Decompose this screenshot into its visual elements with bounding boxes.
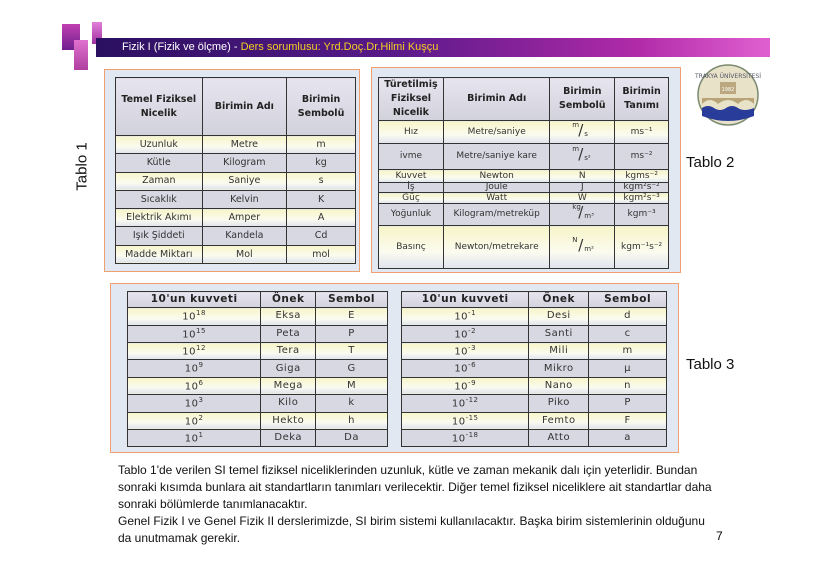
table-row bbox=[128, 360, 388, 377]
power-exponent: -6 bbox=[468, 361, 477, 370]
table-row bbox=[116, 245, 356, 263]
table-cell: Işık Şiddeti bbox=[116, 227, 203, 245]
prefix-symbol-cell: P bbox=[589, 395, 667, 412]
prefix-cell: Mili bbox=[529, 343, 589, 360]
table-row bbox=[128, 308, 388, 325]
table-cell: Kütle bbox=[116, 154, 203, 172]
table-cell: Uzunluk bbox=[116, 136, 203, 154]
power-exponent: 18 bbox=[196, 309, 206, 318]
power-exponent: -18 bbox=[465, 430, 479, 439]
table-cell: K bbox=[287, 190, 356, 208]
column-header: Birimin Adı bbox=[443, 78, 549, 121]
table-cell: Mol bbox=[202, 245, 287, 263]
unit-name-cell: Metre/saniye bbox=[443, 121, 549, 144]
table-row bbox=[402, 325, 667, 342]
label-tablo1: Tablo 1 bbox=[73, 142, 91, 191]
prefix-cell: Femto bbox=[529, 412, 589, 429]
power-cell bbox=[128, 412, 261, 429]
power-cell bbox=[402, 343, 529, 360]
unit-name-cell: Joule bbox=[443, 183, 549, 193]
power-exponent: 6 bbox=[198, 378, 204, 387]
prefix-cell: Piko bbox=[529, 395, 589, 412]
table-row bbox=[128, 429, 388, 446]
logo-year: 1982 bbox=[721, 87, 735, 93]
table-row bbox=[402, 377, 667, 394]
prefix-symbol-cell: µ bbox=[589, 360, 667, 377]
unit-symbol-cell: N bbox=[550, 170, 615, 183]
table-row bbox=[402, 395, 667, 412]
power-exponent: 2 bbox=[198, 413, 204, 422]
column-header: Sembol bbox=[589, 292, 667, 308]
denominator: m² bbox=[584, 244, 594, 253]
decor-square bbox=[74, 40, 88, 70]
table-cell: Saniye bbox=[202, 172, 287, 190]
table-row bbox=[379, 121, 669, 144]
prefix-cell: Giga bbox=[261, 360, 316, 377]
unit-symbol-cell: J bbox=[550, 183, 615, 193]
column-header: Birimin Tanımı bbox=[615, 78, 669, 121]
fraction bbox=[569, 122, 595, 140]
table-cell: Sıcaklık bbox=[116, 190, 203, 208]
power-base: 10 bbox=[454, 381, 469, 393]
power-exponent: 3 bbox=[198, 396, 204, 405]
unit-symbol-cell bbox=[550, 144, 615, 170]
prefix-cell: Mega bbox=[261, 377, 316, 394]
power-base: 10 bbox=[454, 346, 469, 358]
power-cell bbox=[402, 429, 529, 446]
table-row bbox=[128, 395, 388, 412]
table-row bbox=[128, 412, 388, 429]
power-base: 10 bbox=[184, 415, 199, 427]
header-row bbox=[379, 78, 669, 121]
column-header: Türetilmiş Fiziksel Nicelik bbox=[379, 78, 444, 121]
table-row bbox=[379, 170, 669, 183]
power-cell bbox=[402, 377, 529, 394]
denominator: s² bbox=[584, 154, 591, 162]
power-cell bbox=[128, 377, 261, 394]
power-cell bbox=[402, 412, 529, 429]
prefix-cell: Mikro bbox=[529, 360, 589, 377]
unit-definition-cell: kgm²s⁻³ bbox=[615, 193, 669, 204]
table-row bbox=[379, 193, 669, 204]
prefix-symbol-cell: P bbox=[316, 325, 388, 342]
power-cell bbox=[128, 325, 261, 342]
quantity-cell: Kuvvet bbox=[379, 170, 444, 183]
slash: / bbox=[578, 120, 584, 139]
power-cell bbox=[128, 395, 261, 412]
instructor: Ders sorumlusu: Yrd.Doç.Dr.Hilmi Kuşçu bbox=[240, 41, 439, 53]
quantity-cell: Güç bbox=[379, 193, 444, 204]
power-cell bbox=[402, 395, 529, 412]
column-header: Önek bbox=[261, 292, 316, 308]
unit-definition-cell: ms⁻² bbox=[615, 144, 669, 170]
body-text bbox=[118, 462, 718, 547]
unit-name-cell: Metre/saniye kare bbox=[443, 144, 549, 170]
column-header: Birimin Sembolü bbox=[287, 78, 356, 136]
prefix-symbol-cell: n bbox=[589, 377, 667, 394]
numerator: kg bbox=[572, 203, 581, 211]
fraction bbox=[569, 146, 595, 164]
quantity-cell: Hız bbox=[379, 121, 444, 144]
prefix-symbol-cell: F bbox=[589, 412, 667, 429]
column-header: Birimin Sembolü bbox=[550, 78, 615, 121]
prefix-symbol-cell: h bbox=[316, 412, 388, 429]
table-row bbox=[116, 190, 356, 208]
table-row bbox=[116, 209, 356, 227]
table-cell: Kilogram bbox=[202, 154, 287, 172]
table-cell: Elektrik Akımı bbox=[116, 209, 203, 227]
table-cell: A bbox=[287, 209, 356, 227]
column-header: Sembol bbox=[316, 292, 388, 308]
label-tablo2: Tablo 2 bbox=[686, 154, 735, 171]
unit-definition-cell: ms⁻¹ bbox=[615, 121, 669, 144]
paragraph: Tablo 1'de verilen SI temel fiziksel niceliklerinden uzunluk, kütle ve zaman mekanik dalı için yeterlidir. Bundan sonraki kısımda bunlara ait standartların tanımları verilecektir. Diğer temel fiziksel niceliklere ait standartlar daha sonraki bölümlerde tanımlanacaktır. bbox=[118, 463, 712, 511]
power-exponent: -12 bbox=[465, 396, 479, 405]
table-cell: Cd bbox=[287, 227, 356, 245]
table-row bbox=[402, 412, 667, 429]
slash: / bbox=[578, 235, 584, 254]
table-row bbox=[402, 343, 667, 360]
prefix-symbol-cell: T bbox=[316, 343, 388, 360]
power-exponent: -9 bbox=[468, 378, 477, 387]
table-row bbox=[379, 183, 669, 193]
table-derived-quantities bbox=[378, 77, 669, 269]
power-base: 10 bbox=[454, 363, 469, 375]
power-exponent: 1 bbox=[198, 430, 204, 439]
table-row bbox=[116, 154, 356, 172]
power-cell bbox=[128, 360, 261, 377]
power-exponent: 9 bbox=[198, 361, 204, 370]
column-header: Önek bbox=[529, 292, 589, 308]
power-cell bbox=[402, 308, 529, 325]
course-title: Fizik I (Fizik ve ölçme) - bbox=[122, 41, 241, 53]
quantity-cell: İş bbox=[379, 183, 444, 193]
prefix-cell: Atto bbox=[529, 429, 589, 446]
power-base: 10 bbox=[184, 433, 199, 445]
prefix-cell: Deka bbox=[261, 429, 316, 446]
power-base: 10 bbox=[184, 363, 199, 375]
column-header: 10'un kuvveti bbox=[402, 292, 529, 308]
unit-name-cell: Kilogram/metreküp bbox=[443, 204, 549, 226]
table-base-quantities bbox=[115, 77, 356, 264]
unit-symbol-cell bbox=[550, 121, 615, 144]
prefix-cell: Santi bbox=[529, 325, 589, 342]
prefix-symbol-cell: G bbox=[316, 360, 388, 377]
table-row bbox=[128, 325, 388, 342]
unit-definition-cell: kgm²s⁻² bbox=[615, 183, 669, 193]
table-row bbox=[402, 308, 667, 325]
header-row bbox=[402, 292, 667, 308]
table-cell: s bbox=[287, 172, 356, 190]
numerator: m bbox=[572, 120, 580, 129]
unit-name-cell: Newton/metrekare bbox=[443, 226, 549, 269]
column-header: 10'un kuvveti bbox=[128, 292, 261, 308]
power-base: 10 bbox=[451, 433, 466, 445]
table-cell: mol bbox=[287, 245, 356, 263]
prefix-symbol-cell: Da bbox=[316, 429, 388, 446]
quantity-cell: ivme bbox=[379, 144, 444, 170]
table-cell: kg bbox=[287, 154, 356, 172]
fraction bbox=[569, 237, 595, 255]
power-exponent: -2 bbox=[468, 326, 477, 335]
power-cell bbox=[402, 360, 529, 377]
prefix-symbol-cell: m bbox=[589, 343, 667, 360]
prefix-cell: Peta bbox=[261, 325, 316, 342]
prefix-symbol-cell: M bbox=[316, 377, 388, 394]
table-prefixes-negative bbox=[401, 291, 667, 447]
table-row bbox=[116, 227, 356, 245]
table-row bbox=[402, 360, 667, 377]
unit-definition-cell: kgm⁻³ bbox=[615, 204, 669, 226]
denominator: m³ bbox=[584, 212, 594, 220]
numerator: N bbox=[572, 235, 578, 244]
prefix-symbol-cell: a bbox=[589, 429, 667, 446]
denominator: s bbox=[584, 129, 588, 138]
prefix-cell: Tera bbox=[261, 343, 316, 360]
power-cell bbox=[128, 429, 261, 446]
power-base: 10 bbox=[182, 311, 197, 323]
power-base: 10 bbox=[184, 398, 199, 410]
page-number: 7 bbox=[716, 529, 723, 543]
unit-definition-cell: kgm⁻¹s⁻² bbox=[615, 226, 669, 269]
prefix-symbol-cell: c bbox=[589, 325, 667, 342]
power-exponent: 15 bbox=[196, 326, 206, 335]
power-cell bbox=[128, 343, 261, 360]
power-cell bbox=[128, 308, 261, 325]
table-cell: Madde Miktarı bbox=[116, 245, 203, 263]
power-exponent: -1 bbox=[468, 309, 477, 318]
slide-title bbox=[122, 41, 438, 53]
prefix-cell: Nano bbox=[529, 377, 589, 394]
table-row bbox=[116, 172, 356, 190]
table-cell: m bbox=[287, 136, 356, 154]
university-logo bbox=[694, 64, 762, 126]
power-base: 10 bbox=[451, 415, 466, 427]
table-cell: Amper bbox=[202, 209, 287, 227]
prefix-symbol-cell: d bbox=[589, 308, 667, 325]
table-row bbox=[128, 377, 388, 394]
power-base: 10 bbox=[454, 311, 469, 323]
power-exponent: -15 bbox=[465, 413, 479, 422]
table-cell: Metre bbox=[202, 136, 287, 154]
unit-name-cell: Watt bbox=[443, 193, 549, 204]
unit-definition-cell: kgms⁻² bbox=[615, 170, 669, 183]
header-row bbox=[128, 292, 388, 308]
table-row bbox=[128, 343, 388, 360]
power-exponent: -3 bbox=[468, 344, 477, 353]
column-header: Birimin Adı bbox=[202, 78, 287, 136]
table-row bbox=[379, 204, 669, 226]
label-tablo3: Tablo 3 bbox=[686, 356, 735, 373]
slash: / bbox=[578, 145, 584, 163]
prefix-cell: Kilo bbox=[261, 395, 316, 412]
power-base: 10 bbox=[451, 398, 466, 410]
prefix-symbol-cell: E bbox=[316, 308, 388, 325]
unit-symbol-cell bbox=[550, 226, 615, 269]
power-base: 10 bbox=[454, 328, 469, 340]
table-row bbox=[116, 136, 356, 154]
fraction bbox=[569, 204, 595, 222]
unit-symbol-cell: W bbox=[550, 193, 615, 204]
slide-header-bar bbox=[96, 38, 770, 57]
prefix-cell: Hekto bbox=[261, 412, 316, 429]
slash: / bbox=[578, 203, 584, 221]
unit-name-cell: Newton bbox=[443, 170, 549, 183]
prefix-cell: Eksa bbox=[261, 308, 316, 325]
header-row bbox=[116, 78, 356, 136]
logo-text: TRAKYA ÜNİVERSİTESİ bbox=[695, 73, 761, 80]
numerator: m bbox=[572, 145, 580, 153]
table-prefixes-positive bbox=[127, 291, 388, 447]
quantity-cell: Basınç bbox=[379, 226, 444, 269]
power-exponent: 12 bbox=[196, 344, 206, 353]
table-cell: Zaman bbox=[116, 172, 203, 190]
power-base: 10 bbox=[184, 381, 199, 393]
table-cell: Kandela bbox=[202, 227, 287, 245]
prefix-symbol-cell: k bbox=[316, 395, 388, 412]
table-row bbox=[379, 144, 669, 170]
table-cell: Kelvin bbox=[202, 190, 287, 208]
prefix-cell: Desi bbox=[529, 308, 589, 325]
power-cell bbox=[402, 325, 529, 342]
column-header: Temel Fiziksel Nicelik bbox=[116, 78, 203, 136]
quantity-cell: Yoğunluk bbox=[379, 204, 444, 226]
power-base: 10 bbox=[182, 346, 197, 358]
paragraph: Genel Fizik I ve Genel Fizik II derslerimizde, SI birim sistemi kullanılacaktır. Başka birim sistemlerinin olduğunu da unutmamak gerekir. bbox=[118, 514, 705, 545]
unit-symbol-cell bbox=[550, 204, 615, 226]
table-row bbox=[402, 429, 667, 446]
table-row bbox=[379, 226, 669, 269]
power-base: 10 bbox=[182, 328, 197, 340]
